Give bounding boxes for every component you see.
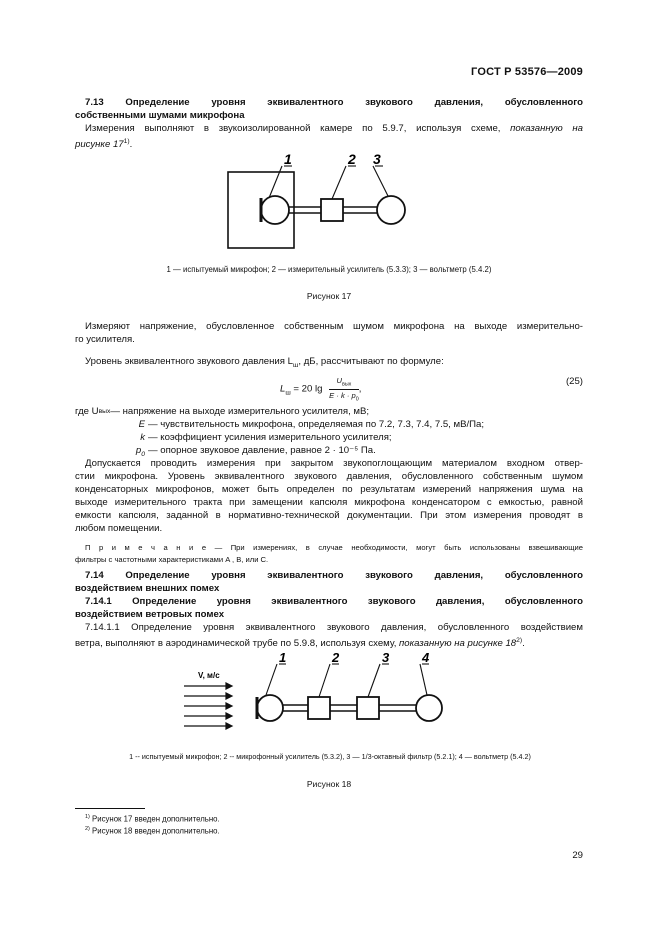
definition-row: E — чувствительность микрофона, определяемая по 7.2, 7.3, 7.4, 7.5, мВ/Па;: [138, 419, 485, 430]
para-allowed-line1: Допускается проводить измерения при закрытом звукопоглощающим материалом входном отвер-: [85, 458, 583, 469]
figure-18-diagram: [180, 650, 450, 740]
fig17-label-1: 1: [284, 152, 292, 167]
figure-17-title: Рисунок 17: [306, 291, 352, 301]
wind-speed-label: V, м/с: [198, 671, 220, 680]
para-allowed-line6: любом помещении.: [75, 523, 163, 534]
note-line2: фильтры с частотными характеристиками A , B, или C.: [75, 555, 269, 564]
section-714-title-line2: воздействием внешних помех: [75, 583, 220, 594]
mic-amplifier-box: [308, 697, 330, 719]
wind-arrows: [184, 683, 232, 729]
section-71411-line1: 7.14.1.1 Определение уровня эквивалентного звукового давления, обусловленного воздействием: [85, 622, 583, 633]
section-713-para-line2: рисунке 17$^{1)}$.: [75, 138, 133, 151]
figure-17-diagram: [220, 152, 420, 252]
section-7141-title-line1: 7.14.1 Определение уровня эквивалентного звукового давления, обусловленного: [85, 596, 583, 607]
definitions-list: [75, 405, 583, 461]
formula-25: $L_ш = 20$ lg $\frac{U_{вых}}{E \cdot k \cdot p_0}$ ,: [280, 376, 362, 403]
para-level: Уровень эквивалентного звукового давления $L_ш$, дБ, рассчитывают по формуле:: [85, 356, 444, 369]
fig18-label-2: 2: [332, 650, 340, 665]
para-allowed-line3: конденсаторных микрофонов, может быть определен по результатам измерений напряжения шума на: [75, 484, 583, 495]
fig18-label-1: 1: [279, 650, 287, 665]
voltmeter-symbol: [377, 196, 405, 224]
section-7141-title-line2: воздействием ветровых помех: [75, 609, 225, 620]
footnote-1: $^{1)}$ Рисунок 17 введен дополнительно.: [85, 814, 220, 824]
definition-row: $p_0$ — опорное звуковое давление, равное 2 · 10⁻⁵ Па.: [135, 445, 376, 458]
para-measure-line1: Измеряют напряжение, обусловленное собственным шумом микрофона на выходе измерительно-: [85, 321, 583, 332]
section-713-title-line2: собственными шумами микрофона: [75, 110, 245, 121]
section-71411-line2: ветра, выполняют в аэродинамической трубе по 5.9.8, используя схему, показанную на рисунке 18$^{2)}$.: [75, 637, 525, 650]
section-713-para-line1: Измерения выполняют в звукоизолированной камере по 5.9.7, используя схеме, показанную на: [85, 123, 583, 134]
fig18-label-4: 4: [422, 650, 430, 665]
para-allowed-line5: емкости капсюля, заданной в нормативно-технической документации. При этом измерения проводят в: [75, 510, 583, 521]
figure-18-legend: 1 -- испытуемый микрофон; 2 -- микрофонный усилитель (5.3.2), 3 — 1/3-октавный фильтр (5.2.1); 4 — вольтметр (5.4.2): [129, 752, 531, 761]
footnote-2: $^{2)}$ Рисунок 18 введен дополнительно.: [85, 826, 220, 836]
definition-row: где U вых — напряжение на выходе измерительного усилителя, мВ;: [75, 406, 370, 417]
formula-number: (25): [565, 376, 583, 387]
standard-header: ГОСТ Р 53576—2009: [471, 66, 583, 78]
page-number: 29: [572, 850, 583, 861]
para-allowed-line2: стии микрофона. Уровень эквивалентного звукового давления, обусловленного собственным шумом: [75, 471, 583, 482]
definition-row: k — коэффициент усиления измерительного усилителя;: [140, 432, 392, 443]
figure-17-legend: 1 — испытуемый микрофон; 2 — измерительный усилитель (5.3.3); 3 — вольтметр (5.4.2): [166, 265, 492, 274]
footnote-separator: [75, 808, 145, 809]
fig17-label-2: 2: [348, 152, 356, 167]
voltmeter-symbol: [416, 695, 442, 721]
fig17-label-3: 3: [373, 152, 381, 167]
note-line1: П р и м е ч а н и е — При измерениях, в случае необходимости, могут быть использованы взвешивающие: [85, 543, 583, 552]
amplifier-box: [321, 199, 343, 221]
section-714-title-line1: 7.14 Определение уровня эквивалентного звукового давления, обусловленного: [85, 570, 583, 581]
filter-box: [357, 697, 379, 719]
para-measure-line2: го усилителя.: [75, 334, 135, 345]
section-713-title-line1: 7.13 Определение уровня эквивалентного звукового давления, обусловленного: [85, 97, 583, 108]
microphone-symbol: [261, 196, 289, 224]
microphone-symbol: [257, 695, 283, 721]
figure-18-title: Рисунок 18: [306, 779, 352, 789]
fig18-label-3: 3: [382, 650, 390, 665]
para-allowed-line4: выходе измерительного тракта при замещении капсюля микрофона конденсатором с емкостью, равной: [75, 497, 583, 508]
